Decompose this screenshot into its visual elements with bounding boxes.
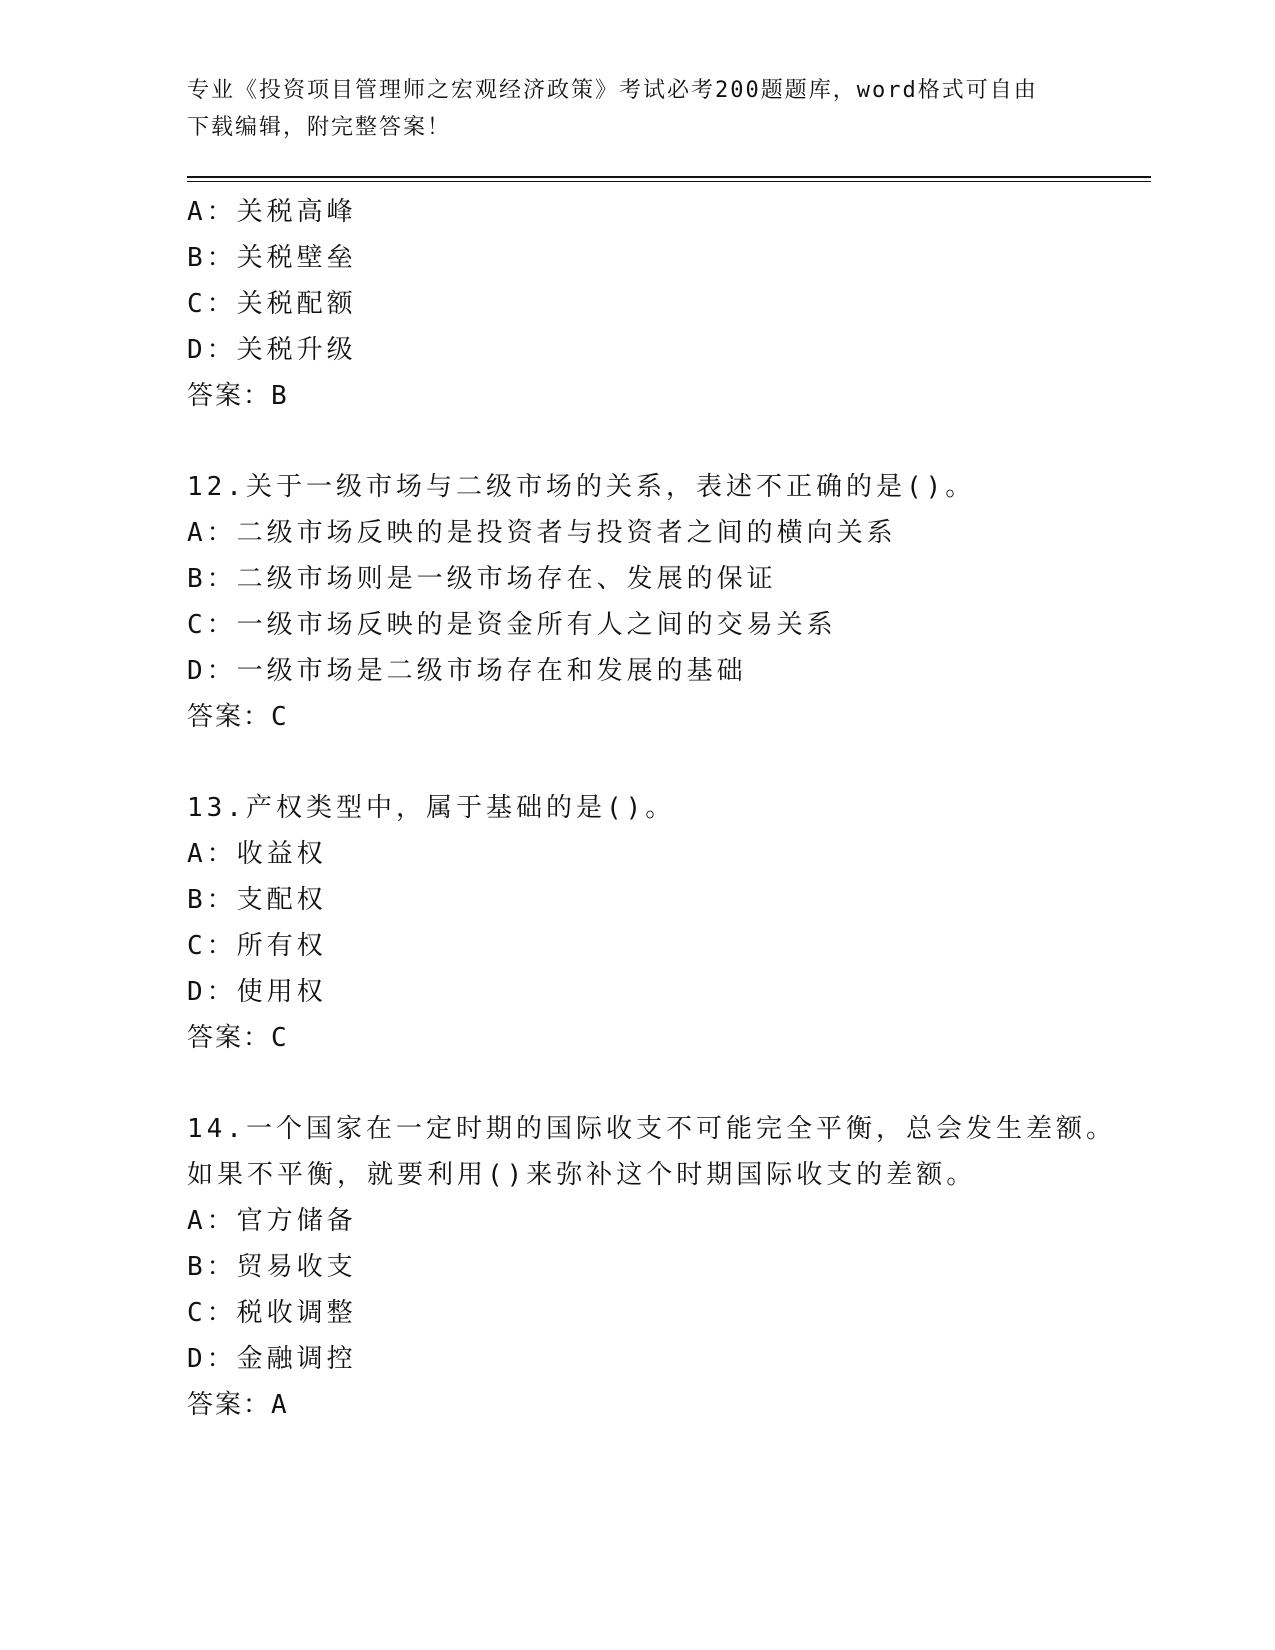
option-b: B：贸易收支 bbox=[187, 1252, 357, 1282]
question-12 bbox=[187, 464, 1187, 740]
option-d: D：一级市场是二级市场存在和发展的基础 bbox=[187, 656, 747, 686]
question-13 bbox=[187, 785, 1187, 1061]
option-a: A：收益权 bbox=[187, 839, 327, 869]
question-14 bbox=[187, 1106, 1187, 1428]
header-line-1: 专业《投资项目管理师之宏观经济政策》考试必考200题题库，word格式可自由 bbox=[187, 78, 1038, 103]
header-line-2: 下载编辑，附完整答案！ bbox=[187, 115, 452, 140]
question-list bbox=[187, 189, 1187, 1428]
option-b: B：关税壁垒 bbox=[187, 243, 357, 273]
answer-line bbox=[187, 1382, 1187, 1428]
answer-value: C bbox=[271, 1023, 289, 1053]
option-a: A：二级市场反映的是投资者与投资者之间的横向关系 bbox=[187, 518, 897, 548]
answer-value: A bbox=[271, 1390, 289, 1420]
option-c: C：所有权 bbox=[187, 931, 327, 961]
answer-value: B bbox=[271, 381, 289, 411]
option-c: C：税收调整 bbox=[187, 1298, 357, 1328]
option-d: D：金融调控 bbox=[187, 1344, 357, 1374]
option-c: C：一级市场反映的是资金所有人之间的交易关系 bbox=[187, 610, 837, 640]
question-11-partial bbox=[187, 189, 1187, 419]
option-a: A：官方储备 bbox=[187, 1206, 357, 1236]
option-d: D：使用权 bbox=[187, 977, 327, 1007]
option-c: C：关税配额 bbox=[187, 289, 357, 319]
option-b: B：支配权 bbox=[187, 885, 327, 915]
answer-line bbox=[187, 694, 1187, 740]
answer-value: C bbox=[271, 702, 289, 732]
answer-label: 答案： bbox=[187, 1390, 272, 1420]
answer-line bbox=[187, 1015, 1187, 1061]
header-divider-thick bbox=[187, 176, 1151, 178]
document-header bbox=[187, 72, 1087, 146]
answer-label: 答案： bbox=[187, 702, 272, 732]
question-stem: 12.关于一级市场与二级市场的关系，表述不正确的是()。 bbox=[187, 472, 976, 502]
answer-line bbox=[187, 373, 1187, 419]
question-stem-line-1: 14.一个国家在一定时期的国际收支不可能完全平衡，总会发生差额。 bbox=[187, 1114, 1116, 1144]
header-divider-thin bbox=[187, 181, 1151, 182]
option-a: A：关税高峰 bbox=[187, 197, 357, 227]
question-stem: 13.产权类型中，属于基础的是()。 bbox=[187, 793, 676, 823]
question-stem-line-2: 如果不平衡，就要利用()来弥补这个时期国际收支的差额。 bbox=[187, 1160, 977, 1190]
answer-label: 答案： bbox=[187, 1023, 272, 1053]
option-b: B：二级市场则是一级市场存在、发展的保证 bbox=[187, 564, 777, 594]
answer-label: 答案： bbox=[187, 381, 272, 411]
option-d: D：关税升级 bbox=[187, 335, 357, 365]
